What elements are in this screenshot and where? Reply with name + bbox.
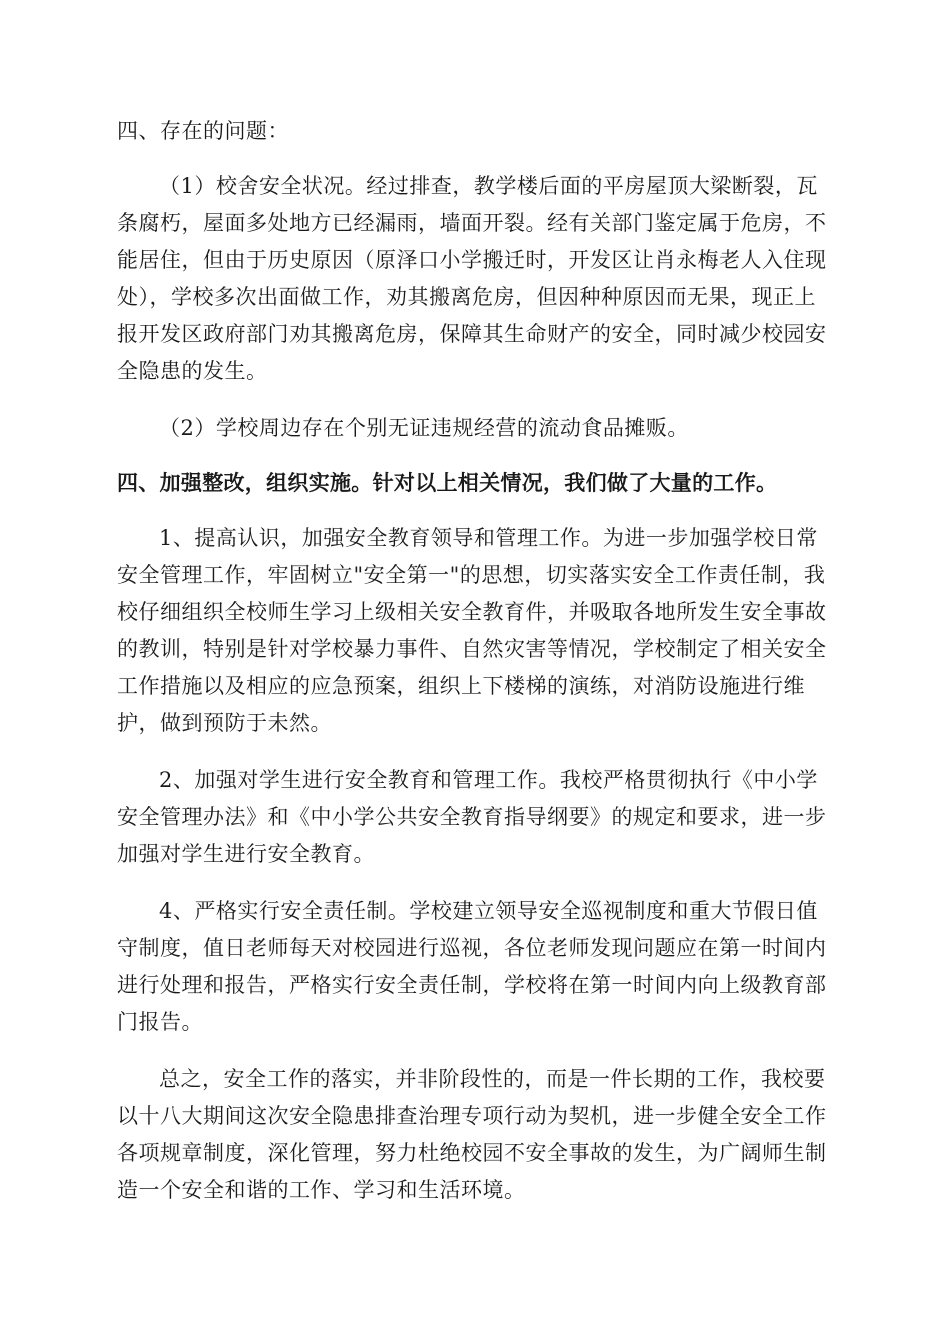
section-issues-heading: 四、存在的问题： <box>117 119 289 143</box>
measure-paragraph-4: 4、严格实行安全责任制。学校建立领导安全巡视制度和重大节假日值守制度，值日老师每天对校园进行巡视，各位老师发现问题应在第一时间内进行处理和报告，严格实行安全责任制，学校将在第一时间内向上级教育部门报告。 <box>117 899 827 1034</box>
measure-paragraph-2: 2、加强对学生进行安全教育和管理工作。我校严格贯彻执行《中小学安全管理办法》和《中小学公共安全教育指导纲要》的规定和要求，进一步加强对学生进行安全教育。 <box>117 768 827 866</box>
issue-paragraph-1: （1）校舍安全状况。经过排查，教学楼后面的平房屋顶大梁断裂，瓦条腐朽，屋面多处地方已经漏雨，墙面开裂。经有关部门鉴定属于危房，不能居住，但由于历史原因（原泽口小学搬迁时，开发区让肖永梅老人入住现处），学校多次出面做工作，劝其搬离危房，但因种种原因而无果，现正上报开发区政府部门劝其搬离危房，保障其生命财产的安全，同时减少校园安全隐患的发生。 <box>117 174 827 383</box>
section-rectify-heading: 四、加强整改，组织实施。针对以上相关情况，我们做了大量的工作。 <box>117 471 778 495</box>
conclusion-paragraph: 总之，安全工作的落实，并非阶段性的，而是一件长期的工作，我校要以十八大期间这次安全隐患排查治理专项行动为契机，进一步健全安全工作各项规章制度，深化管理，努力杜绝校园不安全事故的发生，为广阔师生制造一个安全和谐的工作、学习和生活环境。 <box>117 1067 827 1202</box>
measure-paragraph-1: 1、提高认识，加强安全教育领导和管理工作。为进一步加强学校日常安全管理工作，牢固树立"安全第一"的思想，切实落实安全工作责任制，我校仔细组织全校师生学习上级相关安全教育件，并吸取各地所发生安全事故的教训，特别是针对学校暴力事件、自然灾害等情况，学校制定了相关安全工作措施以及相应的应急预案，组织上下楼梯的演练，对消防设施进行维护，做到预防于未然。 <box>117 526 827 735</box>
issue-paragraph-2: （2）学校周边存在个别无证违规经营的流动食品摊贩。 <box>159 416 689 440</box>
